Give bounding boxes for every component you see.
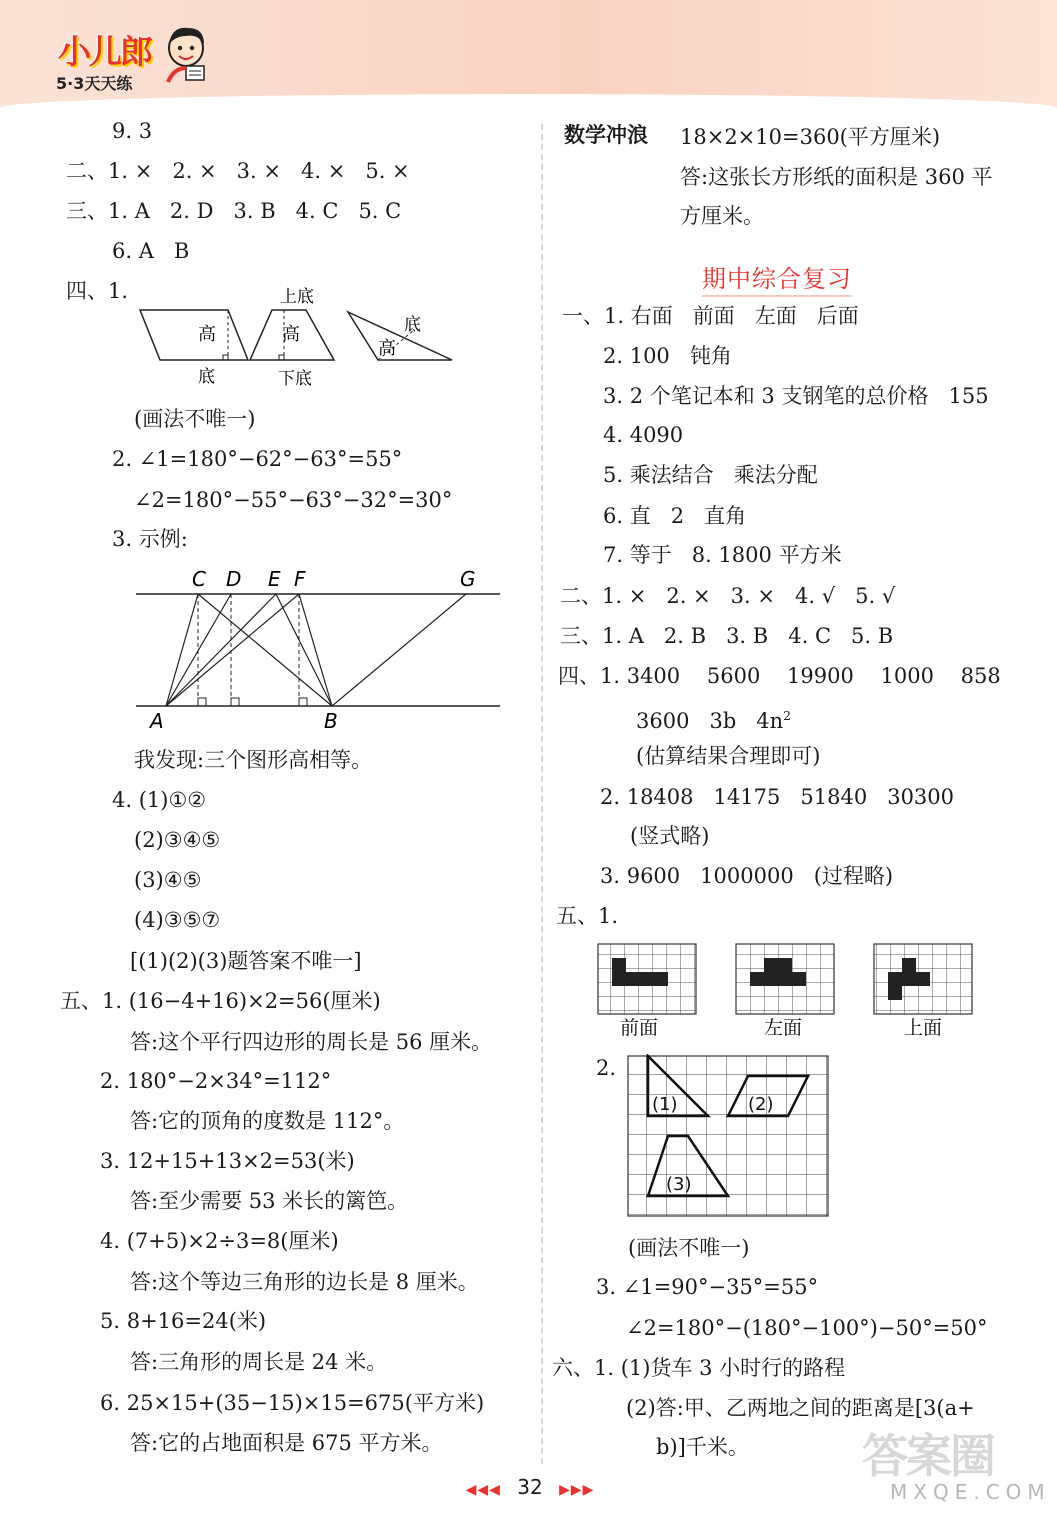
label-xiadi: 下底 (278, 369, 312, 389)
column-divider (541, 124, 543, 1464)
answer-line: 四、1. 3400 5600 19900 1000 858 (558, 664, 1001, 688)
answer-line: 答:这张长方形纸的面积是 360 平 (680, 165, 993, 189)
shape-label-2: (2) (748, 1094, 774, 1115)
view-label-top: 上面 (904, 1017, 943, 1039)
view-label-front: 前面 (620, 1017, 659, 1039)
point-A: A (150, 709, 164, 733)
shape-label-3: (3) (666, 1174, 692, 1195)
label-gao: 高 (378, 338, 396, 359)
answer-line: 3. 12+15+13×2=53(米) (100, 1149, 355, 1173)
answer-line: 2. ∠1=180°−62°−63°=55° (112, 447, 403, 471)
label-gao: 高 (198, 324, 216, 345)
answer-line: 一、1. 右面 前面 左面 后面 (562, 304, 859, 328)
answer-line: 三、1. A 2. B 3. B 4. C 5. B (560, 624, 894, 648)
answer-line: 我发现:三个图形高相等。 (134, 748, 373, 772)
logo-subtitle: 5·3天天练 (56, 74, 133, 93)
answer-line: 2. 18408 14175 51840 30300 (600, 785, 955, 809)
answer-line: 2. 100 钝角 (603, 344, 732, 368)
answer-line: 5. 乘法结合 乘法分配 (603, 463, 818, 487)
answer-line: (画法不唯一) (134, 407, 256, 431)
answer-line: 方厘米。 (680, 204, 764, 228)
answer-line: 二、1. × 2. × 3. × 4. × 5. × (66, 159, 410, 183)
label-gao: 高 (282, 324, 300, 345)
answer-line: (2)答:甲、乙两地之间的距离是[3(a+ (626, 1396, 975, 1420)
answer-line: 四、1. (66, 279, 129, 303)
answer-line: b)]千米。 (656, 1435, 749, 1459)
point-F: F (294, 567, 306, 591)
answer-line: 7. 等于 8. 1800 平方米 (603, 543, 842, 567)
label-shangdi: 上底 (280, 287, 314, 307)
arrow-right-icon: ▶▶▶ (559, 1482, 595, 1498)
label-di: 底 (198, 367, 215, 387)
answer-line: 3. 示例: (112, 527, 188, 551)
answer-line: (2)③④⑤ (134, 828, 221, 852)
answer-line: 答:这个平行四边形的周长是 56 厘米。 (130, 1030, 493, 1054)
mascot-icon (164, 22, 210, 84)
answer-line: 五、1. (556, 904, 619, 928)
answer-line: [(1)(2)(3)题答案不唯一] (130, 949, 362, 973)
parallel-lines-figure (130, 566, 510, 736)
answer-line: ∠2=180°−(180°−100°)−50°=50° (626, 1316, 988, 1340)
answer-line: 4. 4090 (603, 423, 684, 447)
answer-line: 6. A B (112, 239, 190, 263)
label-di: 底 (404, 315, 421, 335)
view-label-left: 左面 (764, 1017, 803, 1039)
answer-line: 2. (596, 1056, 617, 1080)
answer-line: 答:这个等边三角形的边长是 8 厘米。 (130, 1270, 479, 1294)
answer-line: 4. (1)①② (112, 788, 207, 812)
answer-line: (4)③⑤⑦ (134, 908, 221, 932)
answer-line: 二、1. × 2. × 3. × 4. √ 5. √ (560, 584, 896, 608)
page-footer (440, 1475, 620, 1499)
watermark-url: MXQE.COM (890, 1480, 1051, 1504)
drawing-grid-figure (626, 1054, 832, 1224)
answer-line: 6. 直 2 直角 (603, 504, 747, 528)
point-G: G (460, 567, 476, 591)
answer-line: (3)④⑤ (134, 868, 202, 892)
parallelogram-shape (140, 310, 248, 360)
watermark (862, 1420, 1051, 1504)
point-D: D (226, 567, 242, 591)
answer-text: 3600 3b 4n (636, 709, 784, 733)
answer-line: (估算结果合理即可) (636, 744, 821, 768)
answer-line: 五、1. (16−4+16)×2=56(厘米) (60, 989, 381, 1013)
answer-line (636, 702, 791, 735)
answer-line: 5. 8+16=24(米) (100, 1309, 267, 1333)
answer-line: 2. 180°−2×34°=112° (100, 1069, 332, 1093)
logo-title: 小儿郎 (58, 32, 151, 71)
answer-line: 答:它的占地面积是 675 平方米。 (130, 1431, 443, 1455)
triangle-shape (348, 312, 452, 360)
answer-line: 答:三角形的周长是 24 米。 (130, 1350, 388, 1374)
answer-line: 3. 9600 1000000 (过程略) (600, 864, 894, 888)
answer-line: 4. (7+5)×2÷3=8(厘米) (100, 1229, 339, 1253)
top-view-grid (874, 944, 972, 1014)
watermark-text: 答案圈 (862, 1429, 994, 1483)
arrow-left-icon: ◀◀◀ (465, 1482, 501, 1498)
answer-line: 答:它的顶角的度数是 112°。 (130, 1109, 405, 1133)
answer-line: 6. 25×15+(35−15)×15=675(平方米) (100, 1391, 485, 1415)
section-label-shuxue-chonglang: 数学冲浪 (564, 123, 648, 147)
point-E: E (268, 567, 281, 591)
section-title: 期中综合复习 (702, 259, 852, 294)
superscript: 2 (783, 709, 791, 723)
answer-line: ∠2=180°−55°−63°−32°=30° (134, 488, 453, 512)
brand-logo (58, 26, 151, 94)
answer-line: 答:至少需要 53 米长的篱笆。 (130, 1189, 409, 1213)
answer-line: 9. 3 (112, 119, 153, 143)
answer-line: (竖式略) (630, 824, 710, 848)
height-drawings-figure (132, 282, 462, 392)
three-views-figure (596, 940, 980, 1044)
answer-line: (画法不唯一) (628, 1236, 750, 1260)
front-view-grid (598, 944, 696, 1014)
answer-line: 3. ∠1=90°−35°=55° (596, 1275, 819, 1299)
left-view-grid (736, 944, 834, 1014)
point-C: C (192, 567, 206, 591)
page-number: 32 (517, 1475, 543, 1499)
answer-line: 3. 2 个笔记本和 3 支钢笔的总价格 155 (603, 384, 989, 408)
header-banner (0, 0, 1057, 108)
answer-line: 三、1. A 2. D 3. B 4. C 5. C (66, 199, 402, 223)
point-B: B (324, 709, 338, 733)
answer-line: 18×2×10=360(平方厘米) (680, 125, 941, 149)
answer-line: 六、1. (1)货车 3 小时行的路程 (552, 1356, 846, 1380)
shape-label-1: (1) (652, 1094, 678, 1115)
